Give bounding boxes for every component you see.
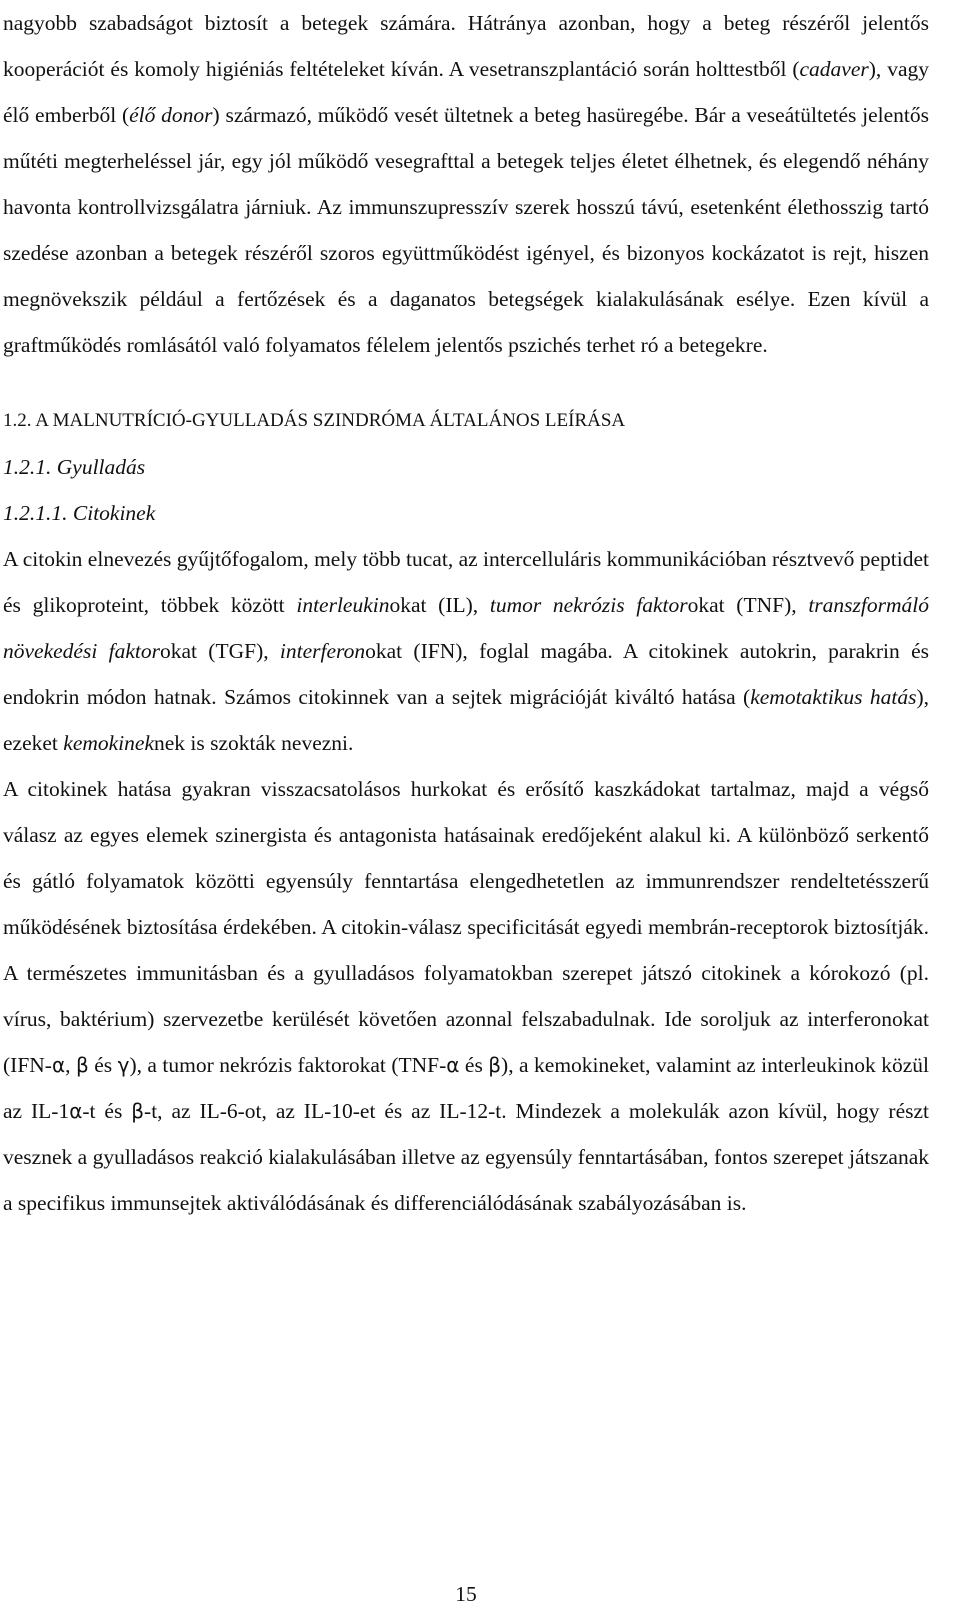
paragraph-transplantation — [3, 0, 929, 368]
italic-term: kemokinek — [63, 731, 154, 755]
italic-term: kemotaktikus hatás — [750, 685, 917, 709]
italic-term: interferon — [279, 639, 366, 663]
text-run: okat (TNF), — [687, 593, 809, 617]
text-run: okat (TGF), — [159, 639, 280, 663]
text-run: A citokinek hatása gyakran visszacsatolásos hurkokat és erősítő kaszkádokat tartalmaz, majd a végső válasz az egyes elemek szinergista és antagonista hatásainak eredőjeként alakul ki. A különböző serkentő és gátló folyamatok közötti egyensúly fenntartása elengedhetetlen az immunrendszer rendeltetésszerű működésének biztosítása érdekében. A citokin-válasz specificitását egyedi membrán-receptorok biztosítják. A természetes immunitásban és a gyulladásos folyamatokban szerepet játszó citokinek a kórokozó (pl. vírus, baktérium) szervezetbe kerülését követően azonnal felszabadulnak. Ide soroljuk az interferonokat (IFN- — [3, 777, 929, 1077]
section-heading: 1.2. A MALNUTRÍCIÓ-GYULLADÁS SZINDRÓMA ÁLTALÁNOS LEÍRÁSA — [3, 410, 626, 431]
subsection-heading: 1.2.1. Gyulladás — [3, 455, 146, 479]
italic-term: interleukin — [296, 593, 390, 617]
text-run: , — [65, 1053, 76, 1077]
paragraph-cytokine-definition — [3, 536, 929, 766]
text-run: okat (IL), — [389, 593, 490, 617]
greek-symbol: α — [51, 1053, 66, 1077]
greek-symbol: β — [131, 1099, 145, 1123]
text-run: ), ezeket — [3, 685, 930, 755]
italic-term: élő donor — [129, 103, 213, 127]
greek-symbol: β — [488, 1053, 502, 1077]
text-run: ), vagy élő emberből ( — [3, 57, 930, 127]
text-run: és — [88, 1053, 118, 1077]
paragraph-cytokine-effects — [3, 766, 929, 1226]
italic-term: transzformáló növekedési faktor — [3, 593, 929, 663]
italic-term: cadaver — [799, 57, 869, 81]
subsubsection-heading: 1.2.1.1. Citokinek — [3, 501, 156, 525]
text-run: -t és — [82, 1099, 132, 1123]
text-run: ), a tumor nekrózis faktorokat (TNF- — [129, 1053, 447, 1077]
text-run: nagyobb szabadságot biztosít a betegek számára. Hátránya azonban, hogy a beteg részéről jelentős kooperációt és komoly higiéniás feltételeket kíván. A vesetranszplantáció során holttestből ( — [3, 11, 929, 81]
greek-symbol: α — [446, 1053, 460, 1077]
greek-symbol: γ — [117, 1053, 130, 1077]
text-run: okat (IFN), foglal magába. A citokinek autokrin, parakrin és endokrin módon hatnak. Számos citokinnek van a sejtek migrációját kiváltó hatása ( — [3, 639, 929, 709]
italic-term: tumor nekrózis faktor — [489, 593, 688, 617]
text-run: A citokin elnevezés gyűjtőfogalom, mely több tucat, az intercelluláris kommunikációban résztvevő peptidet és glikoproteint, többek között — [3, 547, 930, 617]
text-run: ) származó, működő vesét ültetnek a beteg hasüregébe. Bár a veseátültetés jelentős műtéti megterheléssel jár, egy jól működő vesegrafttal a betegek teljes életet élhetnek, és elegendő néhány havonta kontrollvizsgálatra járniuk. Az immunszupresszív szerek hosszú távú, esetenként élethosszig tartó szedése azonban a betegek részéről szoros együttműködést igényel, és bizonyos kockázatot is rejt, hiszen megnövekszik például a fertőzések és a daganatos betegségek kialakulásának esélye. Ezen kívül a graftműködés romlásától való folyamatos félelem jelentős pszichés terhet ró a betegekre. — [3, 103, 929, 357]
greek-symbol: α — [69, 1099, 83, 1123]
document-page — [3, 0, 929, 1226]
text-run: és — [459, 1053, 489, 1077]
text-run: ), a kemokineket, valamint az interleukinok közül az IL-1 — [3, 1053, 929, 1123]
text-run: -t, az IL-6-ot, az IL-10-et és az IL-12-t. Mindezek a molekulák azon kívül, hogy részt vesznek a gyulladásos reakció kialakulásában illetve az egyensúly fenntartásában, fontos szerepet játszanak a specifikus immunsejtek aktiválódásának és differenciálódásának szabályozásában is. — [3, 1099, 930, 1215]
text-run: nek is szokták nevezni. — [154, 731, 354, 755]
greek-symbol: β — [76, 1053, 89, 1077]
page-number: 15 — [455, 1582, 477, 1606]
